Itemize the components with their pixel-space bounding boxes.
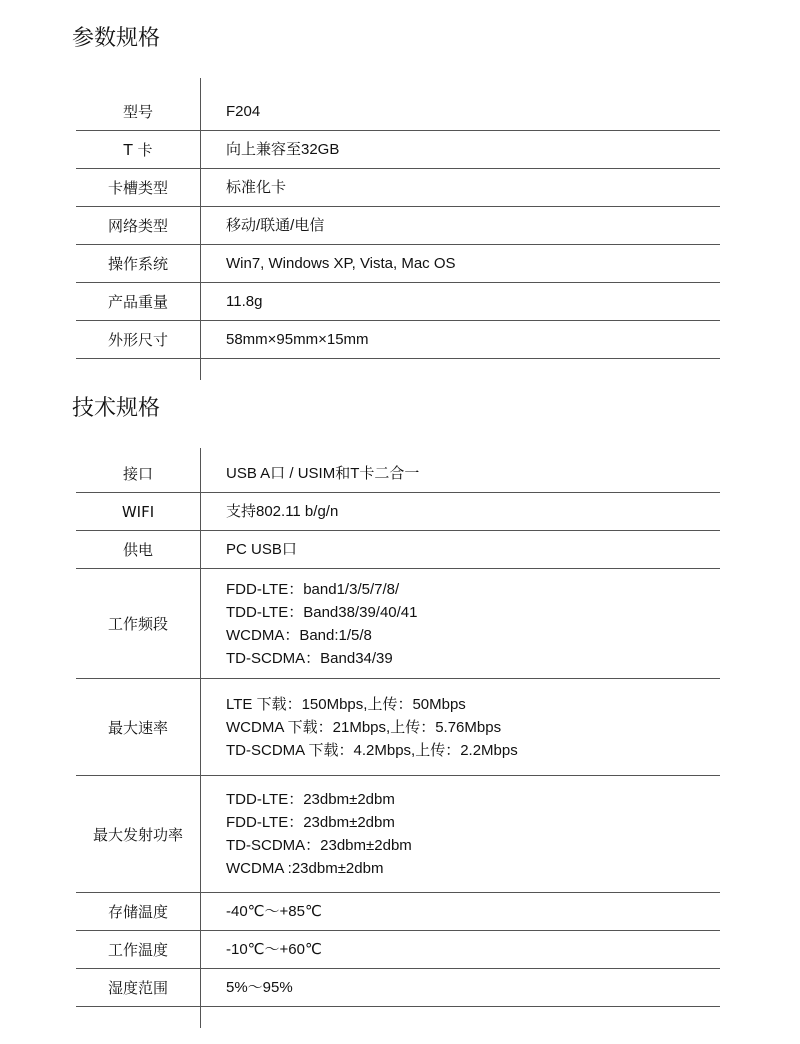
spec-value-line: F204 [226, 102, 261, 120]
spec-label: 最大发射功率 [92, 825, 183, 844]
spec-value [200, 538, 297, 561]
spec-label: 工作温度 [107, 941, 168, 959]
spec-label: WIFI [121, 502, 155, 521]
spec-value-line: TD-SCDMA：Band34/39 [226, 649, 393, 667]
tech-spec-table [76, 448, 720, 1028]
spec-row [76, 930, 720, 968]
table-tail [76, 1006, 720, 1028]
spec-value-line: 5%～95% [226, 979, 293, 996]
spec-value-line: 向上兼容至32GB [226, 141, 340, 158]
spec-label: 外形尺寸 [107, 331, 168, 349]
spec-label: 存储温度 [107, 903, 168, 921]
spec-value-line: PC USB口 [226, 541, 297, 558]
spec-row [76, 168, 720, 206]
spec-value [200, 328, 369, 351]
spec-label: 湿度范围 [107, 979, 168, 997]
spec-value-line: 58mm×95mm×15mm [226, 331, 369, 348]
section-title-params: 参数规格 [72, 26, 161, 51]
spec-row [76, 206, 720, 244]
spec-value-line: TD-SCDMA 下载：4.2Mbps,上传：2.2Mbps [226, 741, 518, 759]
spec-label: 操作系统 [107, 255, 168, 273]
spec-row [76, 775, 720, 892]
spec-value [200, 500, 338, 523]
spec-row [76, 568, 720, 678]
spec-value-line: 支持802.11 b/g/n [226, 503, 339, 520]
spec-value [200, 290, 262, 313]
spec-value-line: TDD-LTE：23dbm±2dbm [226, 791, 395, 808]
spec-label: 接口 [122, 464, 153, 483]
spec-value [200, 788, 412, 880]
spec-value [200, 252, 456, 275]
table-tail [76, 358, 720, 380]
spec-row [76, 282, 720, 320]
spec-value-line: WCDMA 下载：21Mbps,上传：5.76Mbps [226, 718, 502, 736]
spec-value [200, 938, 322, 961]
spec-label: 工作频段 [107, 615, 168, 633]
spec-row [76, 678, 720, 775]
spec-row [76, 968, 720, 1006]
spec-row [76, 244, 720, 282]
spec-value [200, 578, 418, 670]
spec-row [76, 130, 720, 168]
spec-value [200, 100, 260, 123]
spec-label: 网络类型 [107, 217, 168, 235]
spec-value-line: 11.8g [226, 293, 263, 310]
spec-value-line: 移动/联通/电信 [226, 217, 325, 234]
spec-label: T 卡 [123, 141, 153, 159]
spec-value-line: FDD-LTE：23dbm±2dbm [226, 814, 395, 831]
spec-label: 型号 [122, 102, 153, 121]
spec-value-line: FDD-LTE：band1/3/5/7/8/ [226, 580, 400, 598]
spec-label: 卡槽类型 [107, 179, 168, 197]
spec-row [76, 78, 720, 130]
spec-value-line: -10℃～+60℃ [226, 941, 322, 958]
spec-value [200, 138, 339, 161]
spec-label: 产品重量 [107, 293, 168, 311]
spec-value-line: WCDMA :23dbm±2dbm [226, 860, 384, 877]
spec-value [200, 693, 518, 762]
spec-value [200, 900, 322, 923]
table-divider [200, 78, 201, 380]
spec-value-line: TD-SCDMA：23dbm±2dbm [226, 837, 412, 854]
spec-label: 最大速率 [107, 718, 168, 737]
params-spec-table [76, 78, 720, 380]
spec-value-line: Win7, Windows XP, Vista, Mac OS [226, 255, 456, 272]
spec-row [76, 320, 720, 358]
section-title-tech: 技术规格 [72, 396, 161, 421]
spec-value [200, 462, 419, 485]
spec-label: 供电 [122, 541, 153, 559]
spec-value-line: -40℃～+85℃ [226, 903, 322, 920]
spec-value-line: 标准化卡 [226, 179, 287, 196]
spec-row [76, 530, 720, 568]
spec-value [200, 176, 286, 199]
spec-row [76, 892, 720, 930]
spec-value-line: TDD-LTE：Band38/39/40/41 [226, 603, 418, 621]
spec-value-line: USB A口 / USIM和T卡二合一 [226, 464, 420, 482]
spec-value [200, 976, 293, 999]
spec-value [200, 214, 324, 237]
table-divider [200, 448, 201, 1028]
spec-row [76, 492, 720, 530]
spec-row [76, 448, 720, 492]
spec-value-line: WCDMA：Band:1/5/8 [226, 626, 372, 644]
spec-value-line: LTE 下载：150Mbps,上传：50Mbps [226, 695, 466, 713]
